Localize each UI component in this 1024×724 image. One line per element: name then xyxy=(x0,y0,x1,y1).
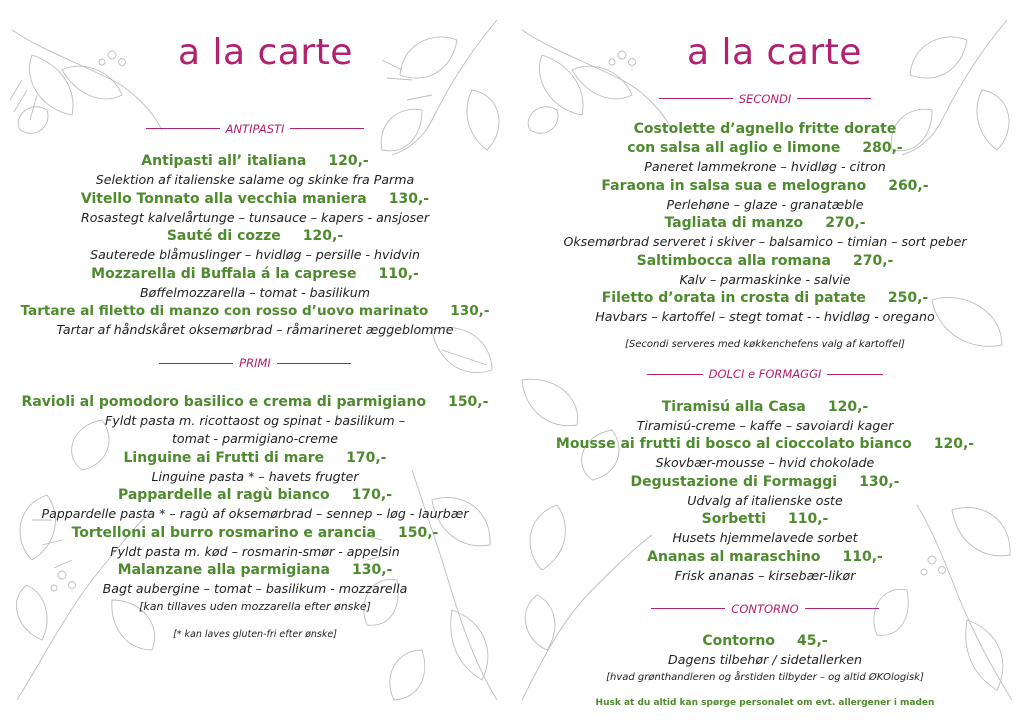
dish-description: Udvalg af italienske oste xyxy=(687,492,843,508)
dish-price: 130,- xyxy=(388,190,430,207)
dish-name: Vitello Tonnato alla vecchia maniera 130,- xyxy=(80,190,430,207)
dish-name: Contorno 45,- xyxy=(702,633,828,649)
menu-note: [hvad grønthandleren og årstiden tilbyder – og altid ØKOlogisk] xyxy=(606,671,924,683)
dish-description: tomat - parmigiano-creme xyxy=(171,431,339,446)
section-rule xyxy=(659,98,733,99)
dish-description: Fyldt pasta m. kød – rosmarin-smør - appelsin xyxy=(110,543,400,559)
section-secondi-heading xyxy=(512,89,1018,108)
dish-description: Kalv – parmaskinke - salvie xyxy=(679,271,851,287)
menu-note: [kan tillaves uden mozzarella efter ønske] xyxy=(139,599,371,613)
dish-price: 170,- xyxy=(346,449,387,466)
section-label: CONTORNO xyxy=(731,601,799,616)
dish-price: 110,- xyxy=(378,265,419,282)
dish-description: Linguine pasta * – havets frugter xyxy=(151,468,359,484)
dish-name: Filetto d’orata in crosta di patate 250,- xyxy=(601,290,929,306)
dish-price: 120,- xyxy=(328,153,369,169)
menu-note: [Secondi serveres med køkkenchefens valg af kartoffel] xyxy=(625,338,905,350)
dish-name: Costolette d’agnello fritte dorate xyxy=(633,121,897,137)
section-rule xyxy=(651,608,725,609)
dish-name: Mozzarella di Buffala á la caprese 110,- xyxy=(91,265,419,282)
dish-description: Paneret lammekrone – hvidløg - citron xyxy=(644,159,886,174)
dish-description: Rosastegt kalvelårtunge – tunsauce – kapers - ansjoser xyxy=(80,209,430,225)
section-label: PRIMI xyxy=(239,356,271,370)
section-contorno-heading xyxy=(512,599,1018,618)
allergen-notice: Husk at du altid kan spørge personalet om evt. allergener i maden xyxy=(595,697,935,708)
section-rule xyxy=(146,128,220,129)
dish-name: Tartare al filetto di manzo con rosso d’uovo marinato 130,- xyxy=(20,303,490,319)
dish-price: 250,- xyxy=(887,290,929,306)
dish-description: Sauterede blåmuslinger – hvidløg – persille - hvidvin xyxy=(90,247,420,262)
dish-description: Fyldt pasta m. ricottaost og spinat - basilikum – xyxy=(105,412,405,428)
dish-name: Linguine ai Frutti di mare 170,- xyxy=(123,449,387,466)
dish-name: Sauté di cozze 120,- xyxy=(166,228,344,244)
section-rule xyxy=(647,374,703,375)
dish-name: Saltimbocca alla romana 270,- xyxy=(636,252,894,269)
dish-name: Sorbetti 110,- xyxy=(701,511,829,527)
section-dolci-heading xyxy=(512,365,1018,384)
menu-page-right xyxy=(512,0,1018,724)
dish-description: Skovbær-mousse – hvid chokolade xyxy=(655,455,875,470)
dish-price: 170,- xyxy=(351,487,393,503)
section-label: SECONDI xyxy=(738,91,792,106)
dish-price: 270,- xyxy=(852,252,894,269)
dish-description: Oksemørbrad serveret i skiver – balsamico – timian – sort peber xyxy=(563,234,967,249)
menu-page-left xyxy=(2,0,508,724)
dish-description: Bagt aubergine – tomat – basilikum - mozzarella xyxy=(102,581,408,596)
dish-name: Ananas al maraschino 110,- xyxy=(647,548,883,565)
section-primi-heading xyxy=(2,354,508,373)
dish-description: Tiramisú-creme – kaffe – savoiardi kager xyxy=(636,417,894,433)
dish-price: 110,- xyxy=(842,548,883,565)
dish-name: Tiramisú alla Casa 120,- xyxy=(661,398,869,415)
dish-price: 150,- xyxy=(398,524,439,541)
dish-name: Tortelloni al burro rosmarino e arancia 150,- xyxy=(71,524,439,541)
dish-name: Faraona in salsa sua e melograno 260,- xyxy=(601,177,929,194)
dish-name: Tagliata di manzo 270,- xyxy=(664,215,866,231)
dish-price: 130,- xyxy=(450,303,490,319)
dish-description: Tartar af håndskåret oksemørbrad – råmarineret æggeblomme xyxy=(56,322,454,337)
menu-column xyxy=(512,89,1018,710)
menu-note: [* kan laves gluten-fri efter ønske] xyxy=(173,628,337,640)
dish-price: 150,- xyxy=(448,393,489,410)
section-label: ANTIPASTI xyxy=(225,121,285,136)
section-rule xyxy=(797,98,871,99)
section-rule xyxy=(290,128,364,129)
dish-name: con salsa all aglio e limone 280,- xyxy=(627,140,903,156)
dish-name: Pappardelle al ragù bianco 170,- xyxy=(117,487,393,503)
dish-name: Mousse ai frutti di bosco al cioccolato bianco 120,- xyxy=(555,436,975,452)
dish-description: Perlehøne – glaze - granatæble xyxy=(666,196,864,212)
dish-price: 270,- xyxy=(825,215,866,231)
page-title: a la carte xyxy=(687,32,862,73)
dish-price: 45,- xyxy=(797,633,828,649)
dish-description: Selektion af italienske salame og skinke fra Parma xyxy=(95,172,415,187)
dish-price: 110,- xyxy=(787,511,829,527)
section-rule xyxy=(805,608,879,609)
section-rule xyxy=(827,374,883,375)
dish-price: 130,- xyxy=(351,562,393,578)
dish-price: 120,- xyxy=(302,228,344,244)
dish-name: Antipasti all’ italiana 120,- xyxy=(141,153,369,169)
dish-price: 120,- xyxy=(933,436,975,452)
section-label: DOLCI e FORMAGGI xyxy=(708,367,822,381)
dish-price: 120,- xyxy=(827,398,869,415)
dish-name: Ravioli al pomodoro basilico e crema di parmigiano 150,- xyxy=(21,393,489,410)
page-title: a la carte xyxy=(178,32,353,73)
dish-name: Degustazione di Formaggi 130,- xyxy=(630,473,900,490)
dish-price: 260,- xyxy=(888,177,929,194)
dish-description: Dagens tilbehør / sidetallerken xyxy=(668,652,862,667)
dish-name: Malanzane alla parmigiana 130,- xyxy=(117,562,393,578)
dish-price: 280,- xyxy=(862,140,903,156)
dish-price: 130,- xyxy=(859,473,900,490)
dish-description: Husets hjemmelavede sorbet xyxy=(672,530,858,545)
dish-description: Pappardelle pasta * – ragù af oksemørbrad – sennep – løg - laurbær xyxy=(41,506,469,521)
dish-description: Bøffelmozzarella – tomat - basilikum xyxy=(140,284,370,300)
dish-description: Frisk ananas – kirsebær-likør xyxy=(674,567,856,583)
section-antipasti-heading xyxy=(2,119,508,138)
section-rule xyxy=(277,363,351,364)
dish-description: Havbars – kartoffel – stegt tomat - - hvidløg - oregano xyxy=(595,309,935,324)
section-rule xyxy=(159,363,233,364)
menu-column xyxy=(2,119,508,643)
